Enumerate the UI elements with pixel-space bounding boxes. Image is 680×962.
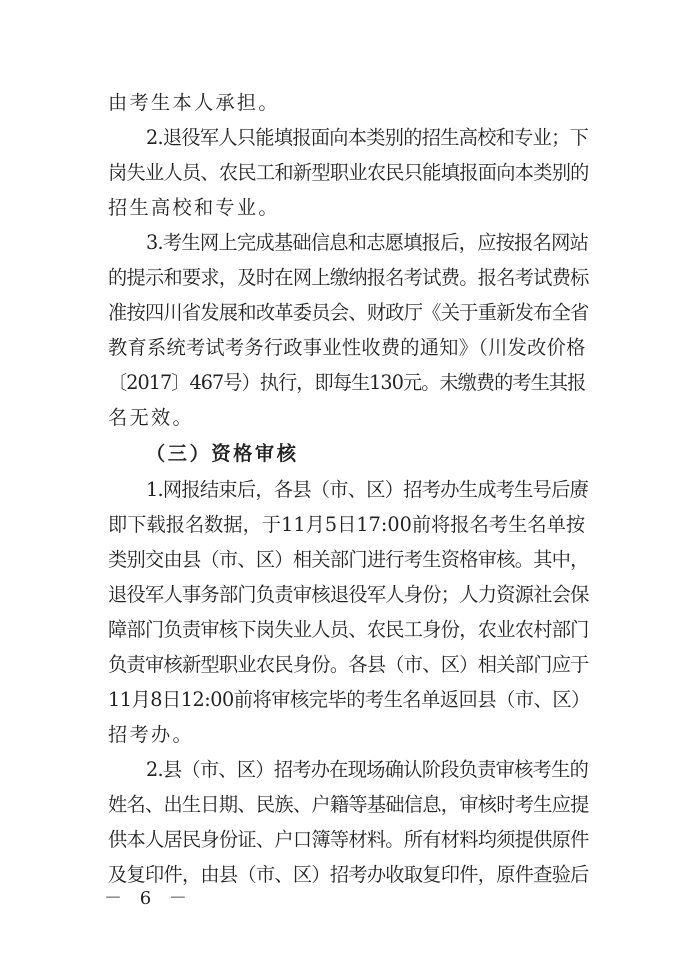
body-text-line: 姓名、出生日期、民族、户籍等基础信息，审核时考生应提 — [108, 793, 589, 816]
body-text-line: 即下载报名数据，于11月5日17:00前将报名考生名单按 — [108, 513, 586, 536]
page-number: － 6 － — [104, 888, 193, 909]
body-text-line: 招生高校和专业。 — [108, 196, 280, 219]
body-text-line: 供本人居民身份证、户口簿等材料。所有材料均须提供原件 — [108, 828, 589, 851]
body-text-line: 教育系统考试考务行政事业性收费的通知》（川发改价格 — [108, 336, 586, 359]
body-text-line: 2.县（市、区）招考办在现场确认阶段负责审核考生的 — [146, 758, 589, 781]
body-text-line: 负责审核新型职业农民身份。各县（市、区）相关部门应于 — [108, 653, 589, 676]
body-text-line: 2.退役军人只能填报面向本类别的招生高校和专业；下 — [146, 126, 589, 149]
body-text-line: 及复印件，由县（市、区）招考办收取复印件，原件查验后 — [108, 863, 589, 886]
body-text-line: 3.考生网上完成基础信息和志愿填报后，应按报名网站 — [146, 231, 589, 254]
body-text-line: 〔2017〕467号）执行，即每生130元。未缴费的考生其报 — [108, 371, 586, 394]
body-text-line: 1.网报结束后，各县（市、区）招考办生成考生号后赓 — [146, 478, 589, 501]
body-text-line: 招考办。 — [108, 723, 194, 746]
body-text-line: 岗失业人员、农民工和新型职业农民只能填报面向本类别的 — [108, 161, 589, 184]
body-text-line: 11月8日12:00前将审核完毕的考生名单返回县（市、区） — [108, 688, 590, 711]
body-text-line: 名无效。 — [108, 406, 194, 429]
body-text-line: 退役军人事务部门负责审核退役军人身份；人力资源社会保 — [108, 583, 589, 606]
body-text-line: 类别交由县（市、区）相关部门进行考生资格审核。其中， — [108, 548, 589, 571]
section-heading: （三）资格审核 — [146, 442, 299, 465]
body-text-line: 障部门负责审核下岗失业人员、农民工身份，农业农村部门 — [108, 618, 589, 641]
body-text-line: 的提示和要求，及时在网上缴纳报名考试费。报名考试费标 — [108, 266, 589, 289]
body-text-line: 准按四川省发展和改革委员会、财政厅《关于重新发布全省 — [108, 301, 589, 324]
body-text-line: 由考生本人承担。 — [108, 91, 280, 114]
